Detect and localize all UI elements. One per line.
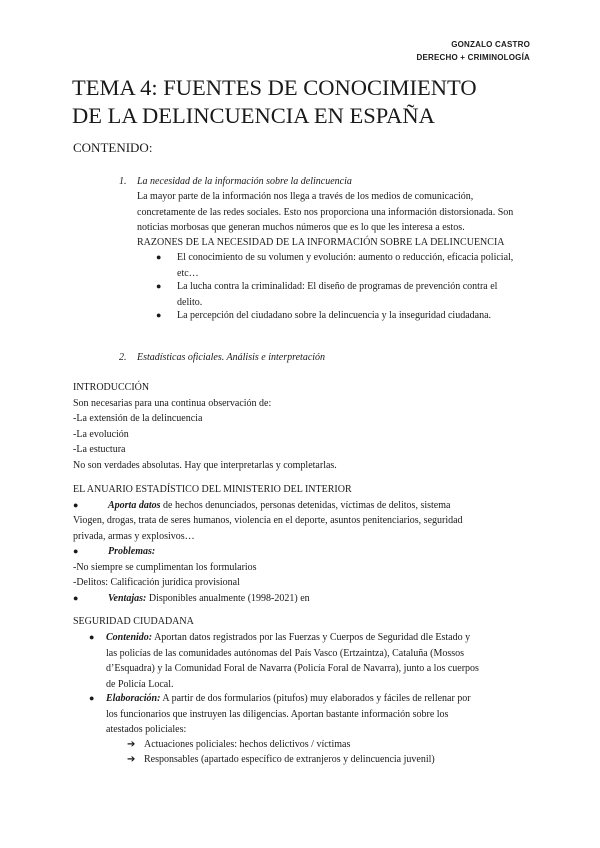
bullet-icon: ● (73, 592, 79, 603)
list-item-text: El conocimiento de su volumen y evolución: aumento o reducción, eficacia policial, (177, 252, 514, 263)
section-1-paragraph (137, 189, 557, 236)
anuario-heading: EL ANUARIO ESTADÍSTICO DEL MINISTERIO DEL INTERIOR (73, 484, 352, 495)
bullet-icon: ● (156, 310, 162, 320)
ventajas-text: Disponibles anualmente (1998-2021) en (146, 592, 310, 604)
intro-line: Son necesarias para una continua observación de: (73, 397, 272, 409)
elaboracion-text: atestados policiales: (106, 724, 187, 735)
contenido-text: las policías de las comunidades autónomas del País Vasco (Ertzaintza), Cataluña (Mossos (106, 647, 465, 659)
list-item (156, 279, 546, 310)
list-item (156, 250, 546, 281)
reasons-heading: RAZONES DE LA NECESIDAD DE LA INFORMACIÓN SOBRE LA DELINCUENCIA (137, 237, 505, 248)
intro-line: No son verdades absolutas. Hay que interpretarlas y completarlas. (73, 459, 337, 471)
list-item-text: La lucha contra la criminalidad: El diseño de programas de prevención contra el (177, 281, 498, 292)
elaboracion-text: los funcionarios que instruyen las diligencias. Aportan bastante información sobre los (106, 708, 449, 720)
section-1-title: La necesidad de la información sobre la delincuencia (137, 176, 352, 187)
problemas-item (73, 544, 553, 560)
bullet-icon: ● (89, 693, 95, 703)
intro-heading: INTRODUCCIÓN (73, 382, 150, 393)
contenido-item (89, 630, 559, 692)
arrow-item (127, 737, 350, 753)
elaboracion-item (89, 691, 559, 738)
section-2-number: 2. (119, 352, 127, 363)
list-item-text: La percepción del ciudadano sobre la delincuencia y la inseguridad ciudadana. (177, 310, 492, 321)
intro-line: -La extensión de la delincuencia (73, 413, 203, 424)
arrow-right-icon: ➔ (127, 739, 136, 750)
ventajas-label: Ventajas: (108, 592, 147, 604)
contenido-label: Contenido: (106, 632, 153, 643)
title-line-2: DE LA DELINCUENCIA EN ESPAÑA (72, 103, 435, 128)
elaboracion-label: Elaboración: (106, 693, 161, 704)
contenido-text: Aportan datos registrados por las Fuerzas y Cuerpos de Seguridad dle Estado y (152, 632, 471, 643)
arrow-item-text: Responsables (apartado específico de extranjeros y delincuencia juvenil) (144, 754, 435, 765)
section-2-title: Estadísticas oficiales. Análisis e interpretación (137, 352, 326, 363)
aporta-text-line: Viogen, drogas, trata de seres humanos, violencia en el deporte, asuntos penitenciarios, seguridad (73, 515, 463, 526)
ventajas-item (73, 591, 553, 607)
course-name: DERECHO + CRIMINOLOGÍA (416, 53, 530, 62)
list-item-text: etc… (177, 267, 199, 279)
bullet-icon: ● (73, 546, 79, 556)
paragraph-line: concretamente de las redes sociales. Esto nos proporciona una información distorsionada. Son (137, 206, 514, 218)
aporta-text: de hechos denunciados, personas detenidas, víctimas de delitos, sistema (160, 499, 451, 511)
intro-block (73, 380, 543, 473)
aporta-item (73, 498, 553, 514)
list-item-text: delito. (177, 296, 203, 308)
section-1-number: 1. (119, 176, 127, 187)
aporta-text-line: privada, armas y explosivos… (73, 530, 195, 542)
anuario-block (73, 482, 553, 606)
aporta-label: Aporta datos (108, 499, 161, 511)
page-title (72, 74, 542, 130)
paragraph-line: noticias morbosas que generan muchos números que es lo que les interesa a estos. (137, 222, 465, 233)
problemas-line: -Delitos: Calificación jurídica provisional (73, 577, 240, 588)
title-line-1: TEMA 4: FUENTES DE CONOCIMIENTO (72, 75, 477, 100)
bullet-icon: ● (156, 252, 162, 262)
arrow-right-icon: ➔ (127, 754, 136, 765)
elaboracion-text: A partir de dos formularios (pitufos) muy elaborados y fáciles de rellenar por (160, 693, 471, 704)
problemas-label: Problemas: (108, 546, 156, 557)
contenido-text: d’Esquadra) y la Comunidad Foral de Navarra (Policía Foral de Navarra), junto a los cuerpos (106, 663, 479, 674)
arrow-item-text: Actuaciones policiales: hechos delictivos / víctimas (144, 739, 351, 750)
seguridad-heading: SEGURIDAD CIUDADANA (73, 616, 194, 627)
bullet-icon: ● (89, 632, 95, 642)
arrow-item (127, 752, 435, 768)
paragraph-line: La mayor parte de la información nos llega a través de los medios de comunicación, (137, 191, 474, 202)
contenido-text: de Policía Local. (106, 678, 174, 690)
page-header (416, 38, 530, 64)
list-item (156, 308, 546, 324)
contenido-heading: CONTENIDO: (73, 140, 153, 155)
intro-line: -La estuctura (73, 444, 126, 455)
problemas-line: -No siempre se cumplimentan los formularios (73, 561, 257, 573)
author-name: GONZALO CASTRO (451, 40, 530, 49)
bullet-icon: ● (156, 281, 162, 291)
bullet-icon: ● (73, 499, 79, 510)
intro-line: -La evolución (73, 428, 129, 440)
